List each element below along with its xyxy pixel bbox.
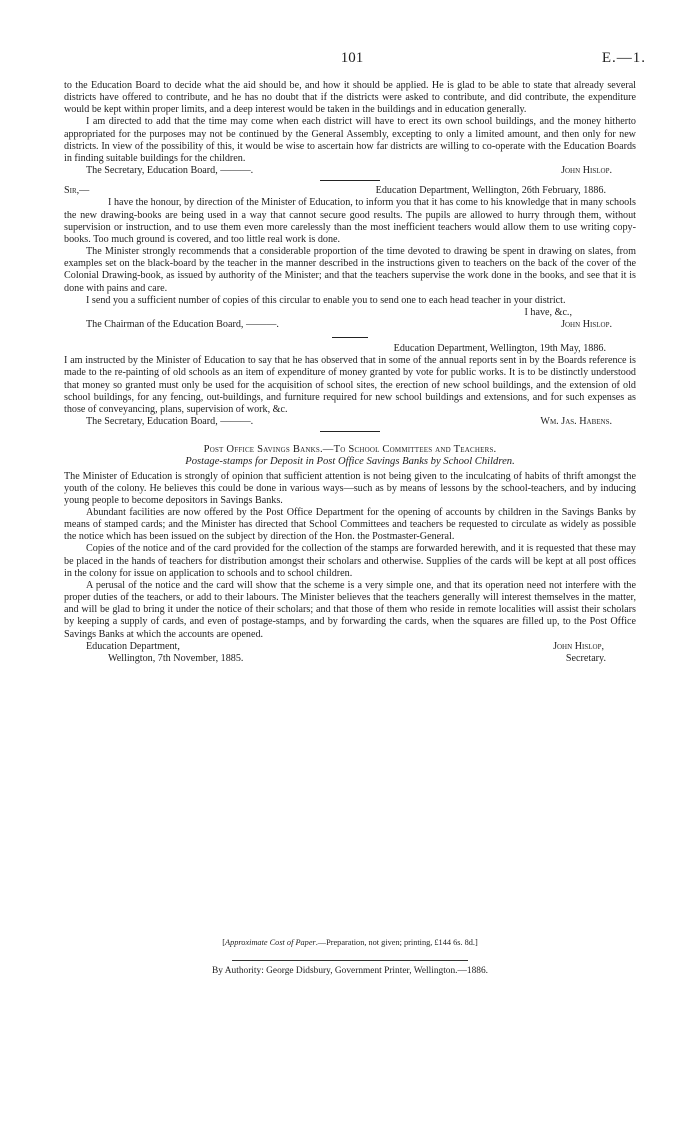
section-divider: [332, 337, 368, 338]
letter1-addressee: The Secretary, Education Board, ———.: [86, 165, 254, 177]
page-number: 101: [340, 50, 364, 66]
cost-label: Approximate Cost of Paper: [225, 938, 316, 947]
letter2-dateline: Education Department, Wellington, 26th February, 1886.: [375, 185, 606, 197]
letter2-closing: I have, &c.,: [524, 306, 572, 318]
notice-date: Wellington, 7th November, 1885.: [108, 652, 244, 664]
letter3-paragraph-1: I am instructed by the Minister of Education to say that he has observed that in some of the annual reports sent in by the Boards reference is made to the re-painting of old schools as an item of expenditure of money granted by vote for public works. It is to be distinctly understood that money so granted must only be used for the acquisition of school sites, the erection of new school buildings, and the extension of old school buildings, for any fencing, out-buildings, and furniture required for new school buildings and extensions, and for such expenses as those of conveyancing, plans, supervision of work, &c.: [64, 355, 636, 415]
notice-paragraph-4: A perusal of the notice and the card will show that the scheme is a very simple one, and that its operation need not interfere with the proper duties of the teachers, or add to their labours. The Minister believes that the teachers generally will interest themselves in the matter, and will be glad to bring it under the notice of their scholars; and that those of them who reside in remote localities will assist their scholars by keeping a supply of cards, and even of postage-stamps, and by forwarding the cards, when the squares are filled up, to the Post Office Savings Banks at which the accounts are opened.: [64, 579, 636, 640]
section-divider: [320, 180, 380, 181]
letter2-paragraph-3-row: [64, 295, 636, 307]
letter1-paragraph-1: to the Education Board to decide what the aid should be, and how it should be applied. He is glad to be able to state that already several districts have offered to contribute, and he has no doubt that if the districts were asked to contribute, and did contribute, the expenditure would be kept within proper limits, and a deep interest would be taken in the buildings and in education generally.: [64, 80, 636, 116]
letter1-signature: John Hislop.: [561, 165, 612, 177]
letter1-signoff: [64, 165, 636, 177]
letter2-paragraph-3: I send you a sufficient number of copies of this circular to enable you to send one to each head teacher in your district.: [86, 294, 566, 306]
printing-cost-note: [Approximate Cost of Paper.—Preparation, not given; printing, £144 6s. 8d.]: [222, 938, 478, 947]
letter2-addressee: The Chairman of the Education Board, ———.: [86, 318, 279, 330]
printer-imprint: By Authority: George Didsbury, Government Printer, Wellington.—1886.: [211, 966, 488, 976]
notice-signatory-title: Secretary.: [565, 652, 606, 664]
letter2-paragraph-1: I have the honour, by direction of the Minister of Education, to inform you that it has come to his knowledge that in many schools the new drawing-books are being used in a way that cannot secure good results. The pupils are allowed to hurry through them, without supervision or instruction, and to use them even more carelessly than the most inefficient teachers would allow them to use writing copy-books. Too much ground is covered, and too little real work is done.: [64, 197, 636, 245]
letter3-addressee: The Secretary, Education Board, ———.: [86, 416, 254, 428]
letter3-signature: Wm. Jas. Habens.: [540, 416, 612, 428]
letter3-dateline: Education Department, Wellington, 19th May, 1886.: [393, 343, 606, 355]
notice-paragraph-3: Copies of the notice and of the card provided for the collection of the stamps are forwarded herewith, and it is requested that these may be placed in the hands of teachers for distribution amongst their scholars and otherwise. Supplies of the cards will be kept at all post offices in the colony for issue on application to schools and to school children.: [64, 543, 636, 579]
letter2-signature: John Hislop.: [561, 318, 612, 330]
footer-divider: [232, 960, 468, 961]
page-content: [64, 80, 636, 665]
cost-details: .—Preparation, not given; printing, £144 6s. 8d.: [315, 938, 475, 947]
notice-paragraph-1: The Minister of Education is strongly of opinion that sufficient attention is not being given to the inculcating of habits of thrift amongst the youth of the colony. He believes this could be done in various ways—such as by means of lessons by the school-teachers, and by inducing young people to become depositors in Savings Banks.: [64, 470, 636, 506]
letter2-header-row: [64, 185, 636, 197]
letter1-paragraph-2: I am directed to add that the time may come when each district will have to erect its own school buildings, and the money hitherto appropriated for the purposes may not be continued by the General Assembly, excepting to only a limited amount, and then only for new districts. In view of the possibility of this, it would be wise to ascertain how far districts are willing to co-operate with the Education Boards in finding suitable buildings for the children.: [64, 116, 636, 164]
notice-signature: John Hislop,: [553, 640, 604, 652]
letter2-signoff: [64, 319, 636, 331]
letter2-closing-row: [64, 307, 636, 319]
notice-subheading: Postage-stamps for Deposit in Post Office Savings Banks by School Children.: [185, 456, 515, 468]
letter2-paragraph-2: The Minister strongly recommends that a considerable proportion of the time devoted to drawing be spent in drawing on slates, from examples set on the black-board by the teacher in the manner described in the instructions given to teachers on the back of the cover of the Colonial Drawing-book, as issued by authority of the Minister; and that the teachers supervise the work done in the books, and see that it is done with pains and care.: [64, 246, 636, 294]
notice-signoff-line-2: [64, 653, 636, 665]
section-divider: [320, 431, 380, 432]
document-reference: E.—1.: [601, 50, 646, 66]
notice-paragraph-2: Abundant facilities are now offered by the Post Office Department for the opening of accounts by children in the Savings Banks by means of stamped cards; and the Minister has directed that School Committees and teachers be requested to circulate as widely as possible the notice which has been issued on the subject by direction of the Hon. the Postmaster-General.: [64, 507, 636, 543]
letter3-signoff: [64, 416, 636, 428]
letter2-salutation: Sir,—: [64, 185, 90, 197]
notice-sender: Education Department,: [86, 640, 180, 652]
page-header: [0, 50, 700, 74]
notice-heading: Post Office Savings Banks.—To School Committees and Teachers.: [203, 444, 497, 456]
notice-signoff-line-1: [64, 641, 636, 653]
